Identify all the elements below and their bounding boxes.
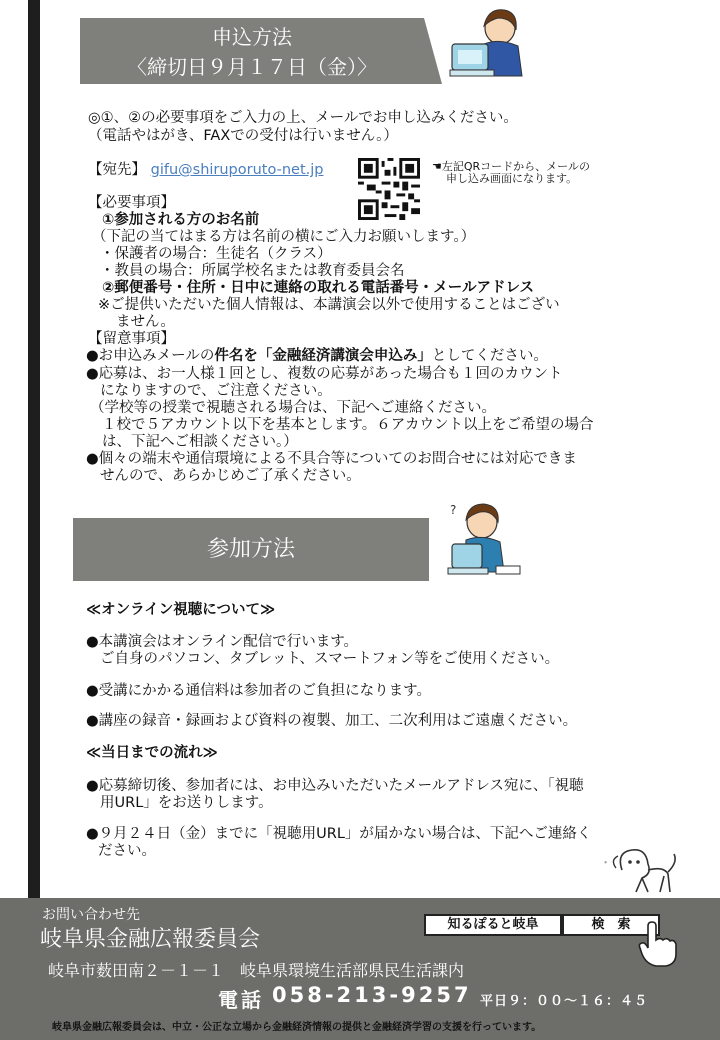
participation-header: [73, 518, 429, 581]
online-line-1: ●本講演会はオンライン配信で行います。: [86, 634, 359, 650]
business-hours: 平日９：００〜１６：４５: [480, 994, 649, 1009]
flow2-line-2: ださい。: [98, 843, 156, 859]
recording-note: ●講座の録音・録画および資料の複製、加工、二次利用はご遠慮ください。: [86, 713, 578, 729]
org-address: 岐阜市薮田南２－１－１ 岐阜県環境生活部県民生活課内: [48, 961, 465, 980]
application-deadline: 〈締切日９月１７日（金）〉: [127, 55, 377, 79]
limit-line-2: になりますので、ご注意ください。: [100, 383, 332, 399]
flow2-line-1: ●９月２４日（金）までに「視聴用URL」が届かない場合は、下記へご連絡く: [86, 826, 592, 842]
teacher-note: ・教員の場合：所属学校名または教育委員会名: [100, 263, 405, 279]
privacy-line-1: ※ご提供いただいた個人情報は、本講演会以外で使用することはござい: [98, 297, 560, 313]
phone-number[interactable]: 058-213-9257: [272, 983, 472, 1007]
intro-line-1: ◎①、②の必要事項をご入力の上、メールでお申し込みください。: [88, 110, 518, 126]
address-label: 【宛先】: [88, 162, 146, 178]
flow-line-1: ●応募締切後、参加者には、お申込みいただいたメールアドレス宛に、「視聴: [86, 778, 584, 794]
online-line-2: ご自身のパソコン、タブレット、スマートフォン等をご使用ください。: [100, 651, 560, 667]
disclaimer: 岐阜県金融広報委員会は、中立・公正な立場から金融経済情報の提供と金融経済学習の支援を行っています。: [52, 1022, 542, 1033]
application-title: 申込方法: [212, 25, 292, 49]
search-keyword-box[interactable]: 知るぽると岐阜: [424, 914, 562, 936]
subject-note: [86, 348, 548, 366]
subject-note-pre: ●お申込みメールの: [86, 348, 215, 364]
required-heading: 【必要事項】: [88, 195, 175, 211]
school-line-3: は、下記へご相談ください。）: [102, 434, 298, 450]
limit-line-1: ●応募は、お一人様１回とし、複数の応募があった場合も１回のカウント: [86, 366, 563, 382]
online-heading: ≪オンライン視聴について≫: [86, 602, 276, 618]
qr-note-line-2: 申し込み画面になります。: [446, 172, 578, 185]
org-name: 岐阜県金融広報委員会: [40, 927, 261, 952]
phone-label: 電話: [218, 988, 264, 1012]
qr-note-line-1: ☚左記QRコードから、メールの: [432, 160, 590, 173]
device-line-2: せんので、あらかじめご了承ください。: [100, 468, 361, 484]
subject-note-post: としてください。: [431, 348, 548, 364]
required-item-1-note: （下記の当てはまる方は名前の横にご入力お願いします。）: [92, 229, 476, 245]
subject-note-bold: 件名を「金融経済講演会申込み」: [214, 348, 432, 364]
notes-heading: 【留意事項】: [88, 331, 175, 347]
intro-line-2: （電話やはがき、FAXでの受付は行いません。）: [88, 128, 398, 144]
guardian-note: ・保護者の場合：生徒名（クラス）: [100, 246, 332, 262]
device-line-1: ●個々の端末や通信環境による不具合等についてのお問合せには対応できま: [86, 451, 577, 467]
address-row: [88, 162, 323, 180]
svg-text:ﾞ: ﾞ: [604, 862, 609, 873]
participation-title: 参加方法: [206, 537, 295, 562]
school-line-2: １校で５アカウント以下を基本とします。６アカウント以上をご希望の場合: [102, 417, 594, 433]
man-at-computer-illustration: [446, 496, 526, 582]
inquiry-label: お問い合わせ先: [42, 907, 140, 923]
qr-code[interactable]: [358, 158, 420, 220]
search-button[interactable]: 検 索: [562, 914, 660, 936]
flow-line-2: 用URL」をお送りします。: [100, 795, 273, 811]
fee-note: ●受講にかかる通信料は参加者のご負担になります。: [86, 683, 431, 699]
person-at-computer-illustration: [448, 4, 530, 82]
school-line-1: （学校等の授業で視聴される場合は、下記へご連絡ください。: [90, 400, 496, 416]
svg-text:?: ?: [450, 503, 457, 517]
flow-heading: ≪当日までの流れ≫: [86, 745, 218, 761]
left-accent-bar: [28, 0, 40, 900]
email-link[interactable]: gifu@shiruporuto-net.jp: [150, 162, 324, 178]
privacy-line-2: ません。: [116, 314, 175, 330]
pointing-hand-icon: [636, 920, 682, 968]
required-item-1: ①参加される方のお名前: [102, 212, 260, 228]
required-item-2: ②郵便番号・住所・日中に連絡の取れる電話番号・メールアドレス: [102, 280, 535, 296]
application-header: [80, 18, 424, 84]
dog-illustration: [602, 840, 682, 898]
